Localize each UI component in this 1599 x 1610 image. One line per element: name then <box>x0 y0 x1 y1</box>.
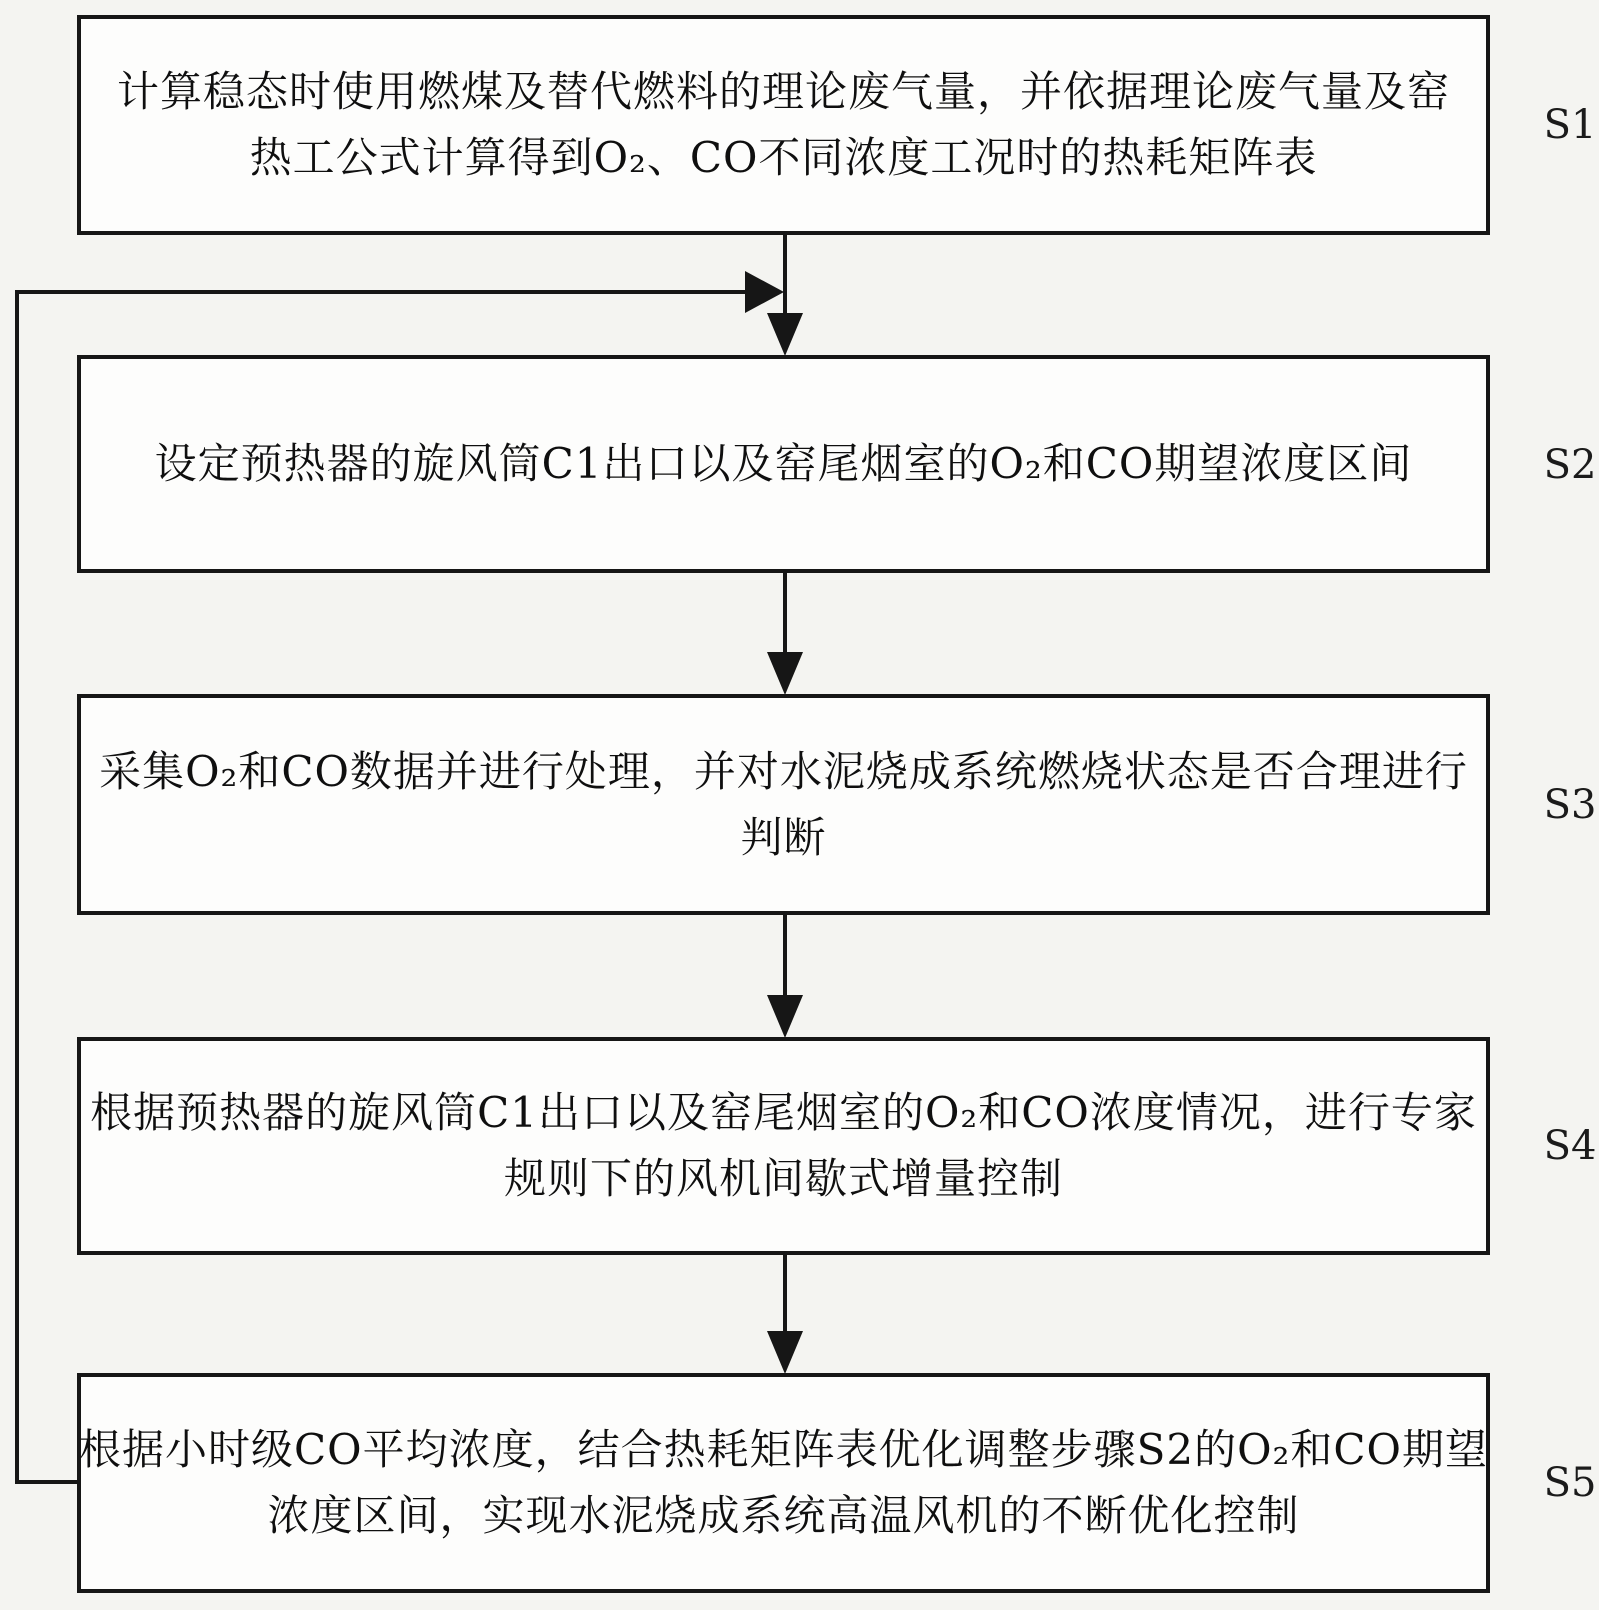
step-s3-text-line1: 采集O₂和CO数据并进行处理，并对水泥烧成系统燃烧状态是否合理进行 <box>99 746 1468 796</box>
step-box-s2 <box>77 355 1490 573</box>
step-box-s1 <box>77 15 1490 235</box>
step-label-s2: S2 <box>1543 442 1597 488</box>
step-box-s4 <box>77 1037 1490 1255</box>
step-label-s5: S5 <box>1543 1460 1597 1506</box>
step-s1-text-line1: 计算稳态时使用燃煤及替代燃料的理论废气量，并依据理论废气量及窑 <box>116 67 1450 116</box>
step-s2-text-line1: 设定预热器的旋风筒C1出口以及窑尾烟室的O₂和CO期望浓度区间 <box>154 439 1413 488</box>
feedback-loop-arrowhead-icon <box>745 271 784 313</box>
step-label-s1: S1 <box>1543 102 1597 148</box>
step-s4-text-line1: 根据预热器的旋风筒C1出口以及窑尾烟室的O₂和CO浓度情况，进行专家 <box>90 1088 1477 1137</box>
arrow-s1-to-s2-arrowhead-icon <box>767 313 803 356</box>
step-box-s3 <box>77 694 1490 915</box>
arrow-s3-to-s4-line <box>783 915 787 997</box>
step-s3-text-line2: 判断 <box>740 812 827 862</box>
step-label-s4: S4 <box>1543 1123 1597 1169</box>
step-s5-text-line1: 根据小时级CO平均浓度，结合热耗矩阵表优化调整步骤S2的O₂和CO期望 <box>79 1425 1488 1474</box>
feedback-loop-top-segment <box>15 290 746 294</box>
step-s5-text-line2: 浓度区间，实现水泥烧成系统高温风机的不断优化控制 <box>267 1491 1300 1540</box>
feedback-loop-bottom-segment <box>15 1480 79 1484</box>
step-s4-text-line2: 规则下的风机间歇式增量控制 <box>503 1154 1063 1203</box>
step-box-s5 <box>77 1373 1490 1593</box>
arrow-s4-to-s5-line <box>783 1255 787 1333</box>
arrow-s4-to-s5-arrowhead-icon <box>767 1331 803 1374</box>
feedback-loop-left-segment <box>15 290 19 1484</box>
step-s1-text-line2: 热工公式计算得到O₂、CO不同浓度工况时的热耗矩阵表 <box>249 133 1318 182</box>
step-label-s3: S3 <box>1543 782 1597 828</box>
arrow-s2-to-s3-arrowhead-icon <box>767 652 803 695</box>
arrow-s2-to-s3-line <box>783 573 787 653</box>
arrow-s3-to-s4-arrowhead-icon <box>767 995 803 1038</box>
